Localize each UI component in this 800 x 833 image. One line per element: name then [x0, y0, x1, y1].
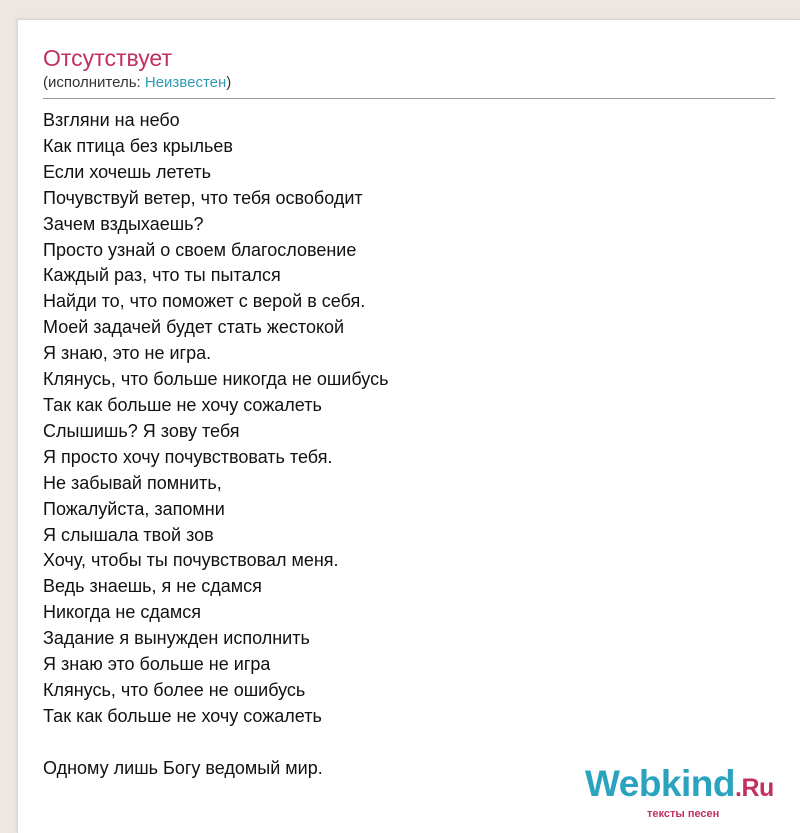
lyrics-line: Так как больше не хочу сожалеть	[43, 394, 322, 415]
lyrics-line: Не забывай помнить,	[43, 472, 222, 493]
artist-prefix: (исполнитель:	[43, 74, 145, 91]
lyrics-line: Каждый раз, что ты пытался	[43, 265, 281, 286]
divider	[43, 98, 775, 99]
artist-link[interactable]: Неизвестен	[144, 74, 227, 91]
lyrics-line: Задание я вынужден исполнить	[43, 628, 310, 649]
logo-tld: .Ru	[735, 774, 774, 802]
lyrics-line: Моей задачей будет стать жестокой	[43, 317, 345, 338]
logo-brand	[585, 762, 774, 810]
lyrics-line: Клянусь, что более не ошибусь	[43, 679, 306, 700]
lyrics-line: Просто узнай о своем благословение	[43, 239, 357, 260]
lyrics-line: Я знаю это больше не игра	[43, 654, 271, 675]
lyrics-line: Взгляни на небо	[43, 110, 180, 130]
webkind-logo[interactable]	[585, 762, 785, 822]
lyrics-line: Как птица без крыльев	[43, 135, 233, 156]
lyrics-line: Я слышала твой зов	[43, 524, 214, 545]
lyrics-text	[43, 108, 388, 782]
song-title: Отсутствует	[43, 45, 172, 71]
lyrics-line: Ведь знаешь, я не сдамся	[43, 576, 262, 597]
lyrics-line: Никогда не сдамся	[43, 602, 202, 623]
lyrics-line: Одному лишь Богу ведомый мир.	[43, 757, 323, 778]
lyrics-line: Я знаю, это не игра.	[43, 343, 212, 364]
lyrics-line: Я просто хочу почувствовать тебя.	[43, 446, 333, 467]
lyrics-line: Если хочешь лететь	[43, 161, 211, 182]
lyrics-card	[17, 19, 800, 833]
lyrics-line: Слышишь? Я зову тебя	[43, 420, 240, 441]
lyrics-line: Зачем вздыхаешь?	[43, 213, 204, 234]
lyrics-line: Так как больше не хочу сожалеть	[43, 705, 322, 726]
lyrics-line: Пожалуйста, запомни	[43, 498, 225, 519]
lyrics-line: Найди то, что поможет с верой в себя.	[43, 291, 366, 312]
artist-line	[43, 74, 231, 92]
lyrics-line: Почувствуй ветер, что тебя освободит	[43, 187, 363, 208]
logo-brand-name: Webkind	[585, 763, 735, 804]
lyrics-stanza-gap	[43, 730, 388, 756]
lyrics-line: Хочу, чтобы ты почувствовал меня.	[43, 550, 339, 571]
logo-tagline: тексты песен	[647, 808, 720, 820]
artist-suffix: )	[226, 74, 232, 91]
lyrics-line: Клянусь, что больше никогда не ошибусь	[43, 369, 389, 390]
